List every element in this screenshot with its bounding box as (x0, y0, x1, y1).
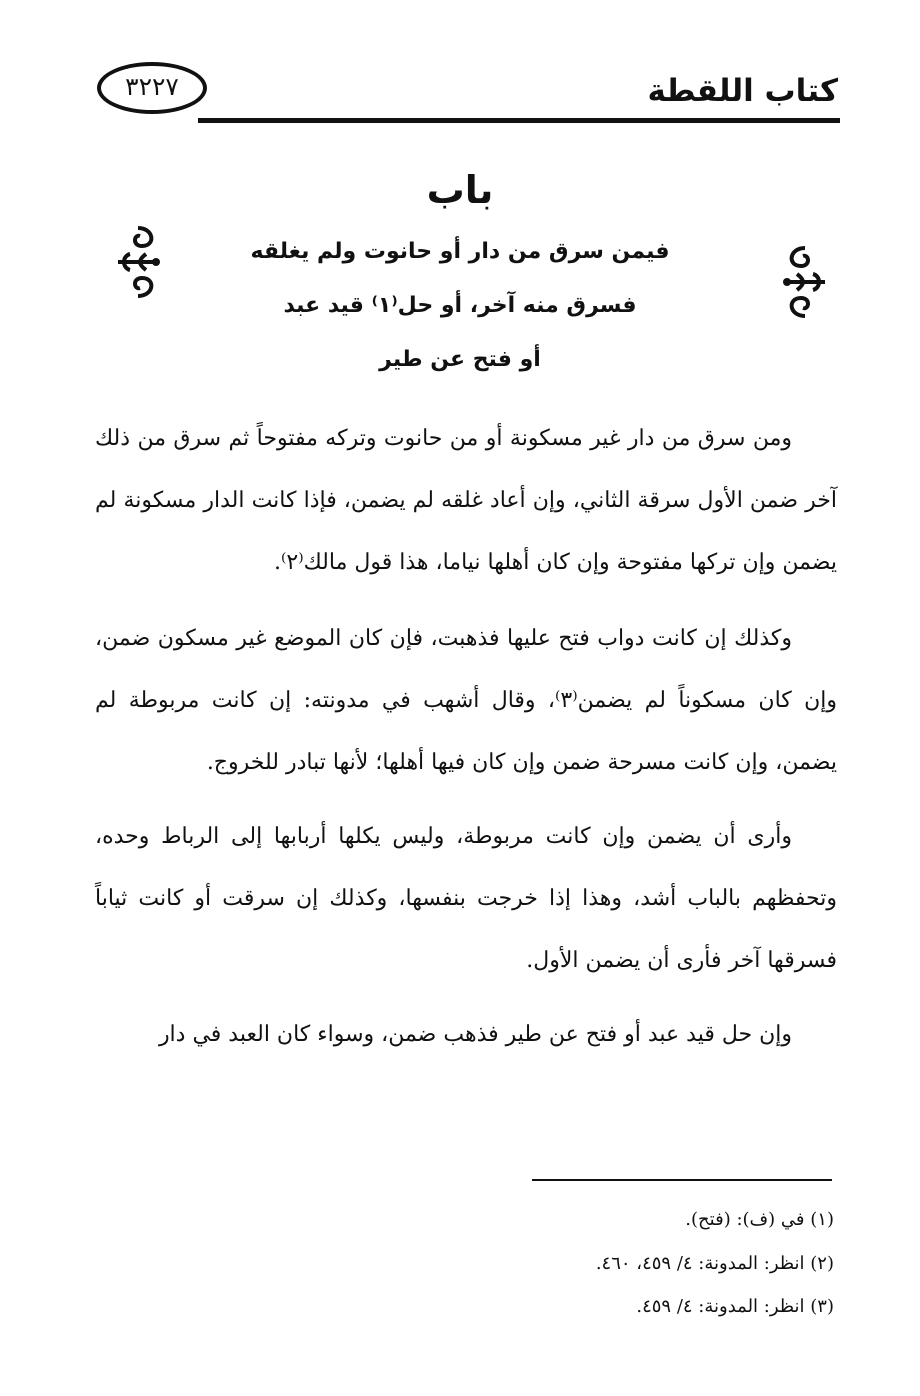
header-rule (198, 118, 840, 123)
footnote-rule (532, 1179, 832, 1181)
footnote: (٣) انظر: المدونة: ٤/ ٤٥٩. (636, 1296, 834, 1317)
chapter-title-line: فسرق منه آخر، أو حل⁽١⁾ قيد عبد (283, 293, 637, 318)
running-title: كتاب اللقطة (647, 73, 838, 109)
body-paragraph: وكذلك إن كانت دواب فتح عليها فذهبت، فإن كان الموضع غير مسكون ضمن، وإن كان مسكوناً لم يضمن⁽٣⁾، وقال أشهب في مدونته: إن كانت مربوطة لم يضمن، وإن كانت مسرحة ضمن وإن كان فيها أهلها؛ لأنها تبادر للخروج. (95, 626, 837, 775)
chapter-title-line: أو فتح عن طير (379, 347, 541, 372)
ornament-left-icon (108, 222, 168, 302)
body-paragraph: وإن حل قيد عبد أو فتح عن طير فذهب ضمن، وسواء كان العبد في دار (158, 1022, 792, 1047)
body-paragraph: وأرى أن يضمن وإن كانت مربوطة، وليس يكلها أربابها إلى الرباط وحده، وتحفظهم بالباب أشد، وهذا إذا خرجت بنفسها، وكذلك إن سرقت أو كانت ثياباً فسرقها آخر فأرى أن يضمن الأول. (95, 824, 837, 973)
ornament-right-icon (775, 242, 835, 322)
page-number: ٣٢٢٧ (125, 72, 179, 101)
footnote: (١) في (ف): (فتح). (685, 1209, 834, 1230)
chapter-heading: باب (426, 168, 494, 212)
body-paragraph: ومن سرق من دار غير مسكونة أو من حانوت وتركه مفتوحاً ثم سرق من ذلك آخر ضمن الأول سرقة الثاني، وإن أعاد غلقه لم يضمن، فإذا كانت الدار مسكونة لم يضمن وإن تركها مفتوحة وإن كان أهلها نياما، هذا قول مالك⁽٢⁾. (95, 426, 837, 575)
chapter-title-line: فيمن سرق من دار أو حانوت ولم يغلقه (250, 239, 670, 264)
body-text (95, 408, 837, 1078)
footnote: (٢) انظر: المدونة: ٤/ ٤٥٩، ٤٦٠. (595, 1253, 834, 1274)
